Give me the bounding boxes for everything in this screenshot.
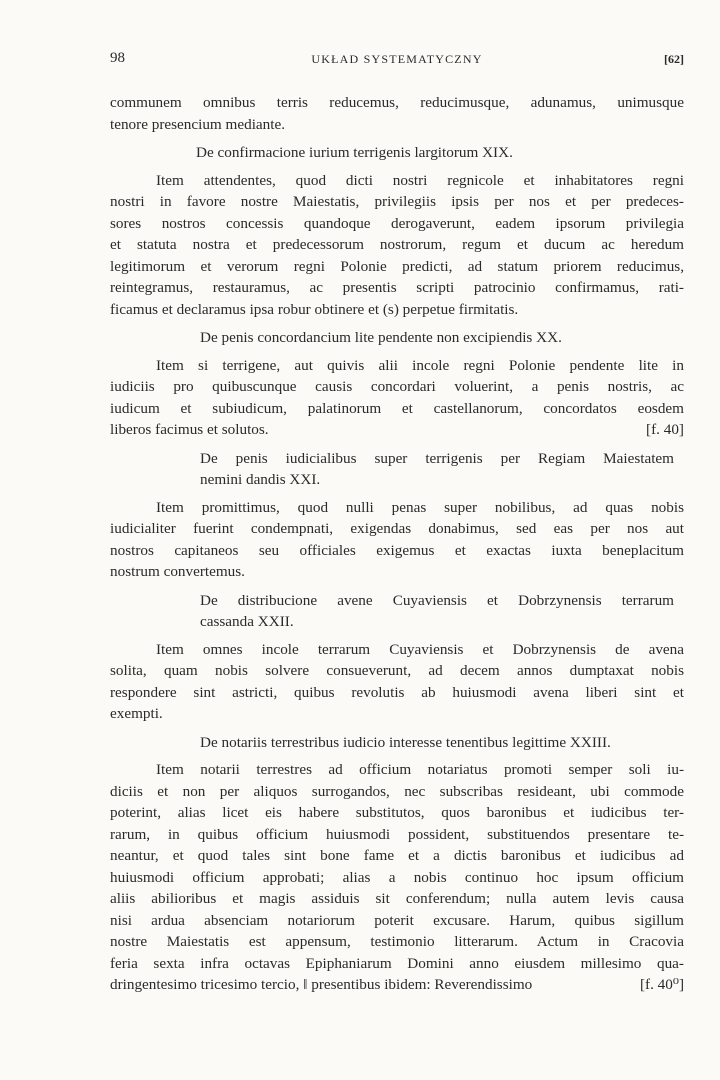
text-line: legitimorum et verorum regni Polonie predicti, ad statum priorem reducimus, — [110, 257, 684, 275]
text-line: aliis abilioribus et magis assiduis sit conferendum; nulla autem levis causa — [110, 890, 684, 907]
folio-reference: [62] — [664, 52, 684, 66]
text-line: Item promittimus, quod nulli penas super nobilibus, ad quas nobis — [156, 498, 684, 516]
text-line: Item attendentes, quod dicti nostri regnicole et inhabitatores regni — [156, 171, 684, 189]
text-line: reintegramus, restauramus, ac presentis scripti patrocinio confirmamus, rati- — [110, 279, 684, 296]
section-heading — [110, 448, 684, 491]
text-line-content: liberos facimus et solutos. — [110, 421, 269, 438]
section-heading: De confirmacione iurium terrigenis largitorum XIX. — [196, 144, 513, 161]
page-number: 98 — [110, 50, 125, 66]
text-line: neantur, et quod tales sint bone fame et a dictis baronibus et iudicibus ad — [110, 847, 684, 864]
text-line: diciis et non per aliquos surrogandos, nec subscribas resideant, ubi commode — [110, 782, 684, 800]
text-line: Item notarii terrestres ad officium notariatus promoti semper soli iu- — [156, 761, 684, 778]
text-line: respondere sint astricti, quibus revolutis ab huiusmodi avena liberi sint et — [110, 683, 684, 701]
text-line: nostri in favore nostre Maiestatis, privilegiis ipsis per nos et per predeces- — [110, 193, 684, 210]
paragraph — [110, 497, 684, 583]
text-line: ficamus et declaramus ipsa robur obtinere et (s) perpetue firmitatis. — [110, 300, 519, 318]
folio-marker: [f. 40⁰] — [639, 976, 684, 993]
text-line: iudiciis pro quibuscunque causis concordari voluerint, a penis nostris, ac — [110, 378, 684, 395]
text-line: Item si terrigene, aut quivis alii incole regni Polonie pendente lite in — [156, 356, 684, 374]
text-line: et statuta nostra et predecessorum nostrorum, regum et ducum ac heredum — [110, 236, 684, 253]
text-line — [110, 419, 684, 441]
text-line: exempti. — [110, 705, 163, 722]
section-heading: De notariis terrestribus iudicio interesse tenentibus legittime XXIII. — [200, 733, 611, 751]
text-line: communem omnibus terris reducemus, reducimusque, adunamus, unimusque — [110, 94, 684, 111]
text-line: nostrum convertemus. — [110, 563, 245, 580]
text-line: huiusmodi officium approbati; alias a nobis continuo hoc ipsum officium — [110, 868, 684, 886]
text-line: sores nostros concessis quandoque derogaverunt, eadem ipsorum privilegia — [110, 214, 684, 232]
text-line: nisi ardua absenciam notariorum poterit excusare. Harum, quibus sigillum — [110, 911, 684, 929]
text-line: Item omnes incole terrarum Cuyaviensis et Dobrzynensis de avena — [156, 640, 684, 658]
text-line: iudicum et subiudicum, palatinorum et castellanorum, concordatos eosdem — [110, 399, 684, 417]
section-heading — [110, 590, 684, 633]
paragraph — [110, 355, 684, 441]
text-line: solita, quam nobis solvere consueverunt, ad decem annos dumptaxat nobis — [110, 662, 684, 679]
text-line-content: dringentesimo tricesimo tercio, ‖ presentibus ibidem: Reverendissimo — [110, 976, 533, 993]
running-header — [110, 50, 684, 72]
section-heading: De penis concordancium lite pendente non excipiendis XX. — [200, 329, 562, 346]
heading-line: De distribucione avene Cuyaviensis et Dobrzynensis terrarum — [200, 591, 674, 609]
text-line: iudicialiter fuerint condempnati, exigendas donabimus, sed eas per nos aut — [110, 520, 684, 537]
paragraph — [110, 170, 684, 321]
text-line — [110, 974, 684, 996]
running-title: UKŁAD SYSTEMATYCZNY — [311, 52, 483, 66]
text-line: rarum, in quibus officium huiusmodi possident, substituendos presentare te- — [110, 825, 684, 843]
heading-line: nemini dandis XXI. — [200, 471, 321, 488]
heading-line: cassanda XXII. — [200, 613, 294, 630]
text-line: poterint, alias licet eis habere substitutos, quos baronibus et iudicibus ter- — [110, 804, 684, 821]
folio-marker: [f. 40] — [646, 421, 684, 438]
paragraph — [110, 92, 684, 135]
text-line: feria sexta infra octavas Epiphaniarum Domini anno eiusdem millesimo qua- — [110, 954, 684, 972]
text-line: tenore presencium mediante. — [110, 115, 286, 133]
paragraph — [110, 759, 684, 996]
text-line: nostros capitaneos seu officiales exigemus et exactas iuxta beneplacitum — [110, 541, 684, 559]
text-line: nostre Maiestatis est appensum, testimonio litterarum. Actum in Cracovia — [110, 933, 684, 950]
heading-line: De penis iudicialibus super terrigenis per Regiam Maiestatem — [200, 449, 674, 467]
paragraph — [110, 639, 684, 725]
body-text — [110, 92, 684, 996]
